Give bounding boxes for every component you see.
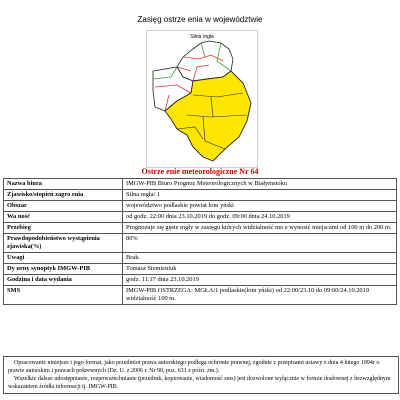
table-row [4, 275, 397, 286]
table-row [4, 264, 397, 275]
area-label: Obszar [4, 201, 123, 212]
office-value: IMGW-PIB Biuro Prognoz Meteorologicznych w Białymstoku [123, 179, 397, 190]
warning-title: Ostrze enie meteorologiczne Nr 64 [141, 167, 259, 176]
table-row [4, 179, 397, 190]
area-value: województwo podlaskie powiat łom yński [123, 201, 397, 212]
table-row [4, 201, 397, 212]
issued-value: godz. 11:17 dnia 23.10.2019 [123, 275, 397, 286]
phenomenon-value: Silna mgła/ 1 [123, 190, 397, 201]
page-heading: Zasięg ostrze enia w województwie [137, 15, 263, 24]
phenomenon-label: Zjawisko/stopień zagro enia [4, 190, 123, 201]
copyright-paragraph-1: Opracowanie niniejsze i jego format, jako przedmiot prawa autorskiego podlega ochronie prawnej, zgodnie z przepisami ustawy z dnia 4 lutego 1994r o prawie autorskim i prawach pokrewnych (Dz. U. z 2006 r. Nr 90, poz. 631 z późn. zm.). [8, 360, 380, 374]
probability-value: 80% [123, 234, 397, 253]
forecast-value: Prognozuje się gęste mgły w zasięgu których widzialność mo e wynosić miejscami od 100 m do 200 m. [123, 223, 397, 234]
table-row [4, 253, 397, 264]
table-row [4, 286, 397, 305]
forecaster-label: Dy urny synoptyk IMGW-PIB [4, 264, 123, 275]
validity-label: Wa ność [4, 212, 123, 223]
table-row [4, 234, 397, 253]
copyright-paragraph-2: Wszelkie dalsze udostępnianie, rozpowszechnianie (przedruk, kopiowanie, wiadomość sms) jest dozwolone wyłącznie w formie dosłownej z bezwzględnym wskazaniem źródła informacji tj. IMGW-PIB. [8, 376, 391, 390]
table-row [4, 212, 397, 223]
sms-value: IMGW-PIB OSTRZEGA: MGŁA/1 podlaskie(łom yński) od 22:00/23.10 do 09:00/24.10.2019 widzialność 100 m. [123, 286, 397, 305]
sms-label: SMS [4, 286, 123, 305]
office-label: Nazwa biura [4, 179, 123, 190]
warning-details-table [3, 178, 397, 305]
table-row [4, 223, 397, 234]
warning-map [146, 30, 258, 168]
probability-label: Prawdopodobieństwo wystąpienia zjawiska(%) [4, 234, 123, 253]
map-caption: Silna mgła [190, 34, 214, 40]
remarks-label: Uwagi [4, 253, 123, 264]
map-northern-counties [177, 41, 233, 81]
forecaster-value: Tomasz Siemieniuk [123, 264, 397, 275]
remarks-value: Brak. [123, 253, 397, 264]
forecast-label: Przebieg [4, 223, 123, 234]
issued-label: Godzina i data wydania [4, 275, 123, 286]
table-row [4, 190, 397, 201]
validity-value: od godz. 22:00 dnia 23.10.2019 do godz. 09:00 dnia 24.10.2019 [123, 212, 397, 223]
voivodeship-map-svg [147, 31, 257, 167]
copyright-note [3, 356, 399, 394]
